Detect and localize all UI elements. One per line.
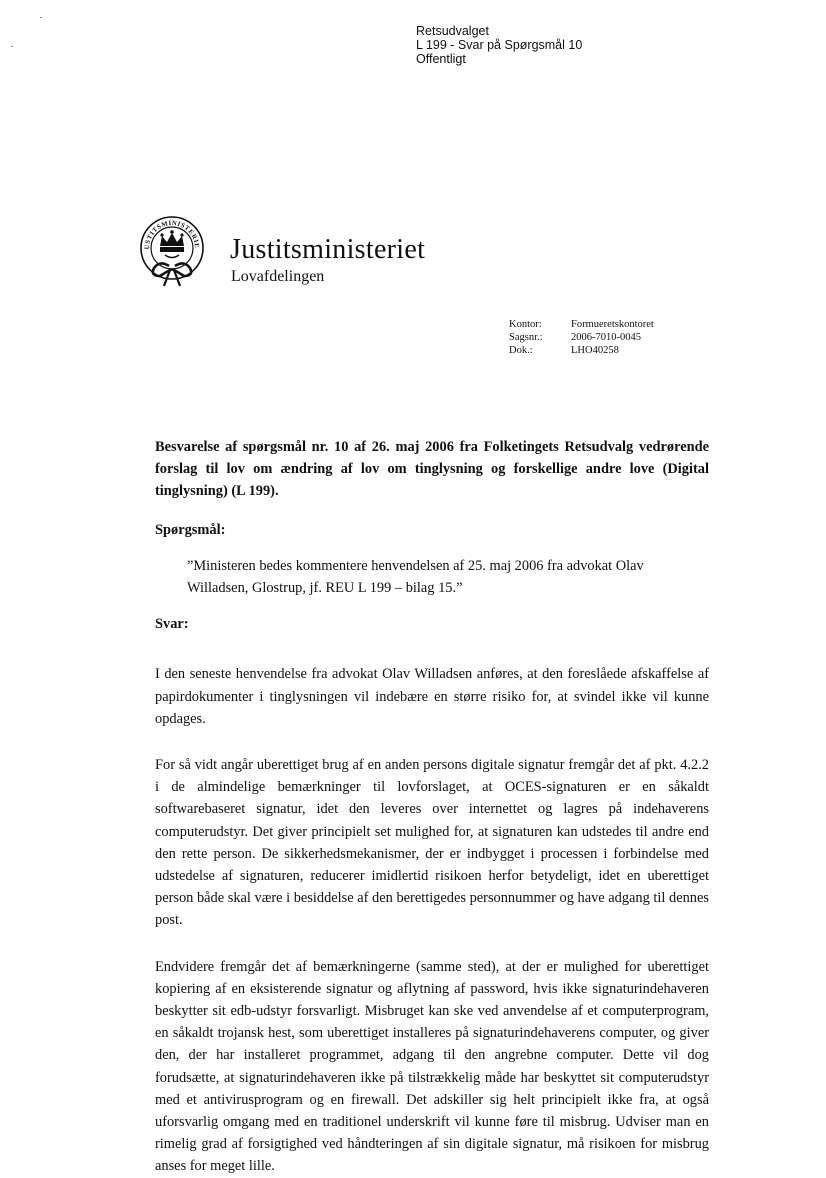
document-stamp [416,24,582,66]
scan-speck [11,46,13,47]
subject-heading: Besvarelse af spørgsmål nr. 10 af 26. maj 2006 fra Folketingets Retsudvalg vedrørende forslag til lov om ændring af lov om tinglysning og forskellige andre love (Digital tinglysning) (L 199). [155,439,709,500]
answer-paragraph: For så vidt angår uberettiget brug af en anden persons digitale signatur fremgår det af pkt. 4.2.2 i de almindelige bemærkninger til lovforslaget, at OCES-signaturen er en såkaldt softwarebaseret signatur, idet den leveres over internettet og lagres på indehaverens computerudstyr. Det giver principielt set mulighed for, at signaturen kan udstedes til andre end den rette person. De sikkerhedsmekanismer, der er indbygget i processen i forbindelse med udstedelse af signaturen, reducerer imidlertid risikoen herfor betydeligt, idet en uberettiget person både skal være i besiddelse af den berettigedes personnummer og have adgang til dennes post. [155,757,709,929]
meta-row-case-number [509,331,654,344]
meta-value: LHO40258 [571,345,619,356]
ministry-name: Justitsministeriet [230,234,426,265]
department-name: Lovafdelingen [231,268,325,285]
stamp-committee: Retsudvalget [416,24,489,38]
stamp-status: Offentligt [416,52,466,66]
meta-value: Formueretskontoret [571,319,654,330]
answer-paragraph: I den seneste henvendelse fra advokat Olav Willadsen anføres, at den foreslåede afskaffelse af papirdokumenter i tinglysningen vil indebære en større risiko for, at svindel ikke vil kunne opdages. [155,666,709,727]
case-metadata [509,318,654,357]
svg-text:JUSTITSMINISTERIET: USTITSMINISTERIE [143,219,201,250]
scan-speck [40,17,42,18]
meta-value: 2006-7010-0045 [571,332,641,343]
letter-body [155,436,709,1178]
stamp-reference: L 199 - Svar på Spørgsmål 10 [416,38,583,52]
meta-row-document [509,344,654,357]
meta-label: Sagsnr.: [509,332,543,343]
royal-crest-seal-icon [136,214,208,290]
meta-row-office [509,318,654,331]
question-quote: ”Ministeren bedes kommentere henvendelsen af 25. maj 2006 fra advokat Olav Willadsen, Glostrup, jf. REU L 199 – bilag 15.” [187,557,644,597]
question-label: Spørgsmål: [155,521,226,538]
answer-paragraph: Endvidere fremgår det af bemærkningerne (samme sted), at der er mulighed for uberettiget kopiering af en eksisterende signatur og aflytning af password, hvis ikke signaturindehaveren beskytter sit edb-udstyr forsvarligt. Misbruget kan ske ved anvendelse af et computerprogram, en såkaldt trojansk hest, som uberettiget installeres på signaturindehaverens computer, og giver den, der har installeret programmet, adgang til den angrebne computer. Dette vil dog forudsætte, at signaturindehaveren ikke på tilstrækkelig måde har beskyttet sit computerudstyr med et antivirusprogram og en firewall. Det adskiller sig helt principielt ikke fra, at også uforsvarlig omgang med en traditionel underskrift vil kunne føre til misbrug. Udviser man en rimelig grad af forsigtighed ved håndteringen af sin digitale signatur, må risikoen for misbrug anses for meget lille. [155,958,709,1175]
meta-label: Dok.: [509,345,533,356]
meta-label: Kontor: [509,319,542,330]
answer-label: Svar: [155,616,189,633]
